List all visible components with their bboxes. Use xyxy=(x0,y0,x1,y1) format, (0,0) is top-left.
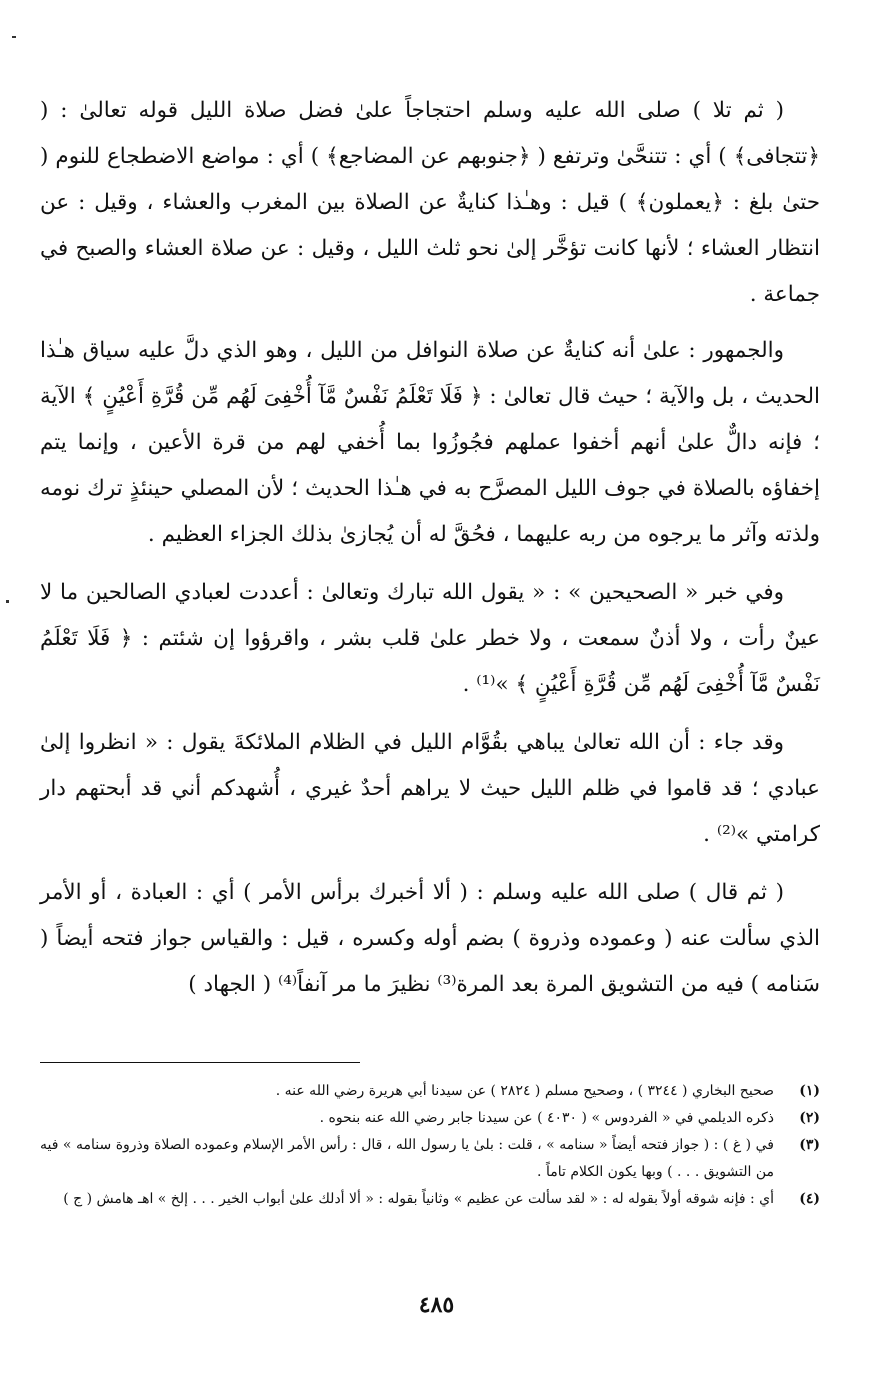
footnote-text: أي : فإنه شوقه أولاً بقوله له : « لقد سألت عن عظيم » وثانياً بقوله : « ألا أدلك علىٰ أبواب الخير . . . إلخ » اهـ هامش ( ج ) xyxy=(63,1191,774,1207)
footnote-text: ذكره الديلمي في « الفردوس » ( ٤٠٣٠ ) عن سيدنا جابر رضي الله عنه بنحوه . xyxy=(319,1110,774,1126)
paragraph-1: ( ثم تلا ) صلى الله عليه وسلم احتجاجاً علىٰ فضل صلاة الليل قوله تعالىٰ : ( ﴿تتجافى﴾ ) أي : تتنحَّىٰ وترتفع ( ﴿جنوبهم عن المضاجع﴾ ) أي : مواضع الاضطجاع للنوم ( حتىٰ بلغ : ﴿يعملون﴾ ) قيل : وهـٰذا كنايةٌ عن الصلاة بين المغرب والعشاء ، وقيل : عن انتظار العشاء ؛ لأنها كانت تؤخَّر إلىٰ نحو ثلث الليل ، وقيل : عن صلاة العشاء والصبح في جماعة . xyxy=(40,98,820,307)
footnote-text: صحيح البخاري ( ٣٢٤٤ ) ، وصحيح مسلم ( ٢٨٢٤ ) عن سيدنا أبي هريرة رضي الله عنه . xyxy=(275,1083,774,1099)
footnote-item xyxy=(40,1186,820,1213)
footnote-number: (٢) xyxy=(799,1110,820,1126)
footnote-text: في ( غ ) : ( جواز فتحه أيضاً « سنامه » ، قلت : بلىٰ يا رسول الله ، قال : رأس الأمر الإسلام وعموده الصلاة وذروة سنامه » فيه من التشويق . . . ) وبها يكون الكلام تاماً . xyxy=(40,1137,774,1180)
footnote-item xyxy=(40,1105,820,1132)
footnote-divider xyxy=(40,1062,360,1063)
paragraph-3: وفي خبر « الصحيحين » : « يقول الله تبارك وتعالىٰ : أعددت لعبادي الصالحين ما لا عينٌ رأت ، ولا أذنٌ سمعت ، ولا خطر علىٰ قلب بشر ، واقرؤوا إن شئتم : ﴿ فَلَا تَعْلَمُ نَفْسٌ مَّآ أُخْفِىَ لَهُم مِّن قُرَّةِ أَعْيُنٍ ﴾ »⁽¹⁾ . xyxy=(40,580,820,697)
main-text xyxy=(40,88,820,1020)
footnote-number: (٣) xyxy=(799,1137,820,1153)
footnote-number: (٤) xyxy=(799,1191,820,1207)
scan-mark xyxy=(6,600,9,603)
page-number: ٤٨٥ xyxy=(418,1292,455,1318)
paragraph-4: وقد جاء : أن الله تعالىٰ يباهي بقُوَّام الليل في الظلام الملائكةَ يقول : « انظروا إلىٰ عبادي ؛ قد قاموا في ظلم الليل حيث لا يراهم أحدٌ غيري ، أُشهدكم أني قد أبحتهم دار كرامتي »⁽²⁾ . xyxy=(40,730,820,847)
footnote-item xyxy=(40,1078,820,1105)
paragraph-2: والجمهور : علىٰ أنه كنايةٌ عن صلاة النوافل من الليل ، وهو الذي دلَّ عليه سياق هـٰذا الحديث ، بل والآية ؛ حيث قال تعالىٰ : ﴿ فَلَا تَعْلَمُ نَفْسٌ مَّآ أُخْفِىَ لَهُم مِّن قُرَّةِ أَعْيُنٍ ﴾ الآية ؛ فإنه دالٌّ علىٰ أنهم أخفوا عملهم فجُوزُوا بما أُخفي لهم من قرة الأعين ، وإنما يتم إخفاؤه بالصلاة في جوف الليل المصرَّح به في هـٰذا الحديث ؛ لأن المصلي حينئذٍ ترك نومه ولذته وآثر ما يرجوه من ربه عليهما ، فحُقَّ له أن يُجازىٰ بذلك الجزاء العظيم . xyxy=(40,338,820,547)
footnote-number: (١) xyxy=(799,1083,820,1099)
footnotes xyxy=(40,1078,820,1213)
paragraph-5: ( ثم قال ) صلى الله عليه وسلم : ( ألا أخبرك برأس الأمر ) أي : العبادة ، أو الأمر الذي سألت عنه ( وعموده وذروة ) بضم أوله وكسره ، قيل : والقياس جواز فتحه أيضاً ( سَنامه ) فيه من التشويق المرة بعد المرة⁽³⁾ نظيرَ ما مر آنفاً⁽⁴⁾ ( الجهاد ) xyxy=(40,880,820,997)
scan-mark xyxy=(12,36,16,38)
footnote-item xyxy=(40,1132,820,1186)
